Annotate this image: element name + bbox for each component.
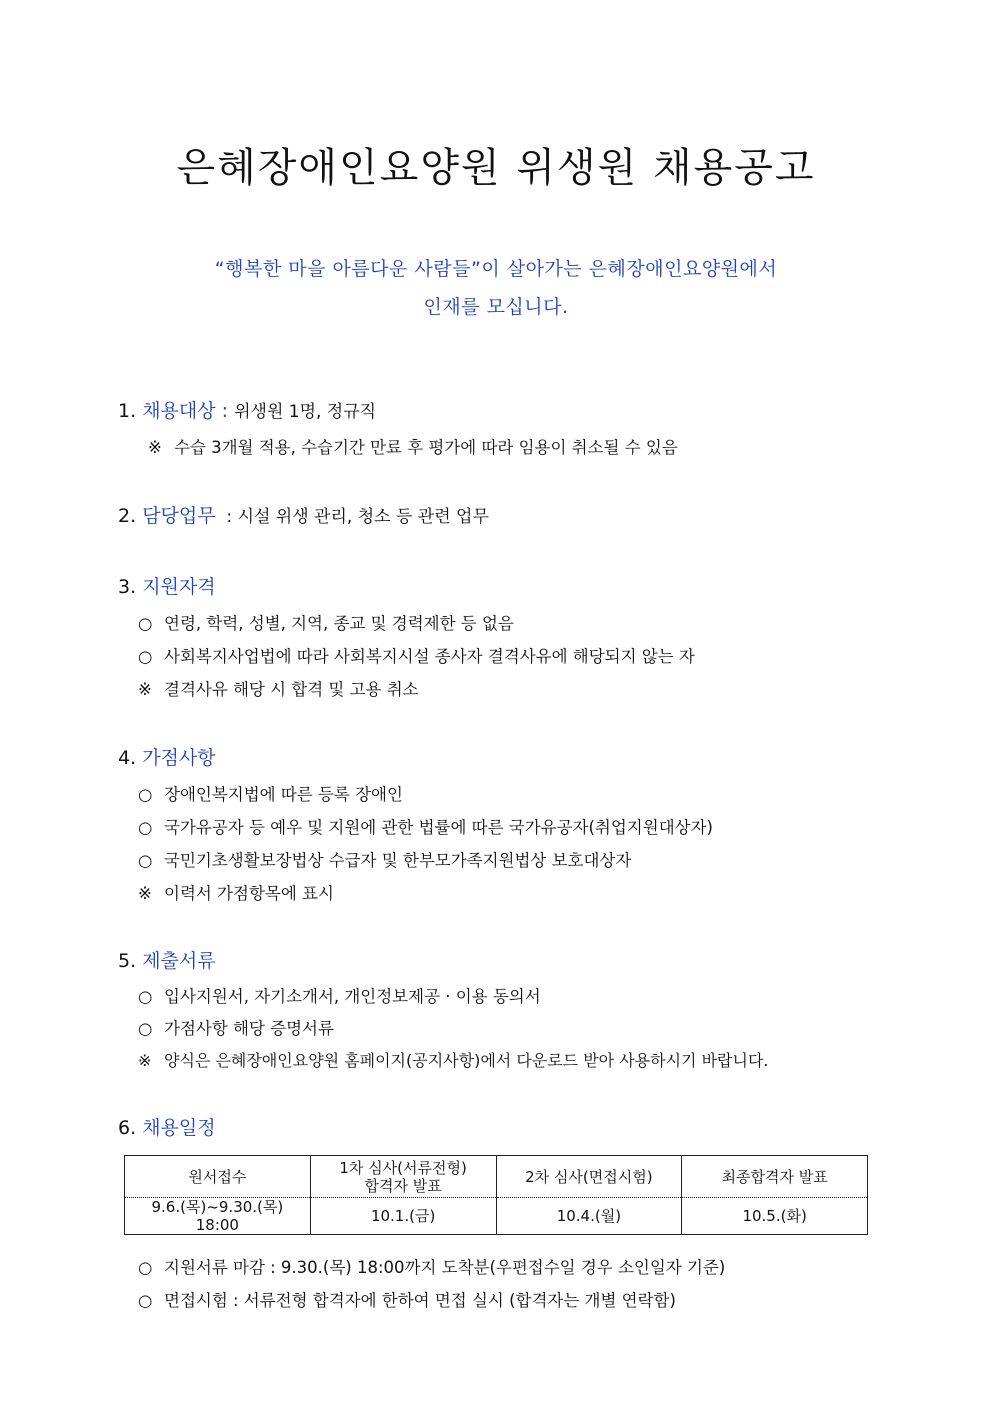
section-label: 지원자격 bbox=[142, 576, 216, 598]
list-item-text: 결격사유 해당 시 합격 및 고용 취소 bbox=[164, 680, 419, 699]
section-1-heading bbox=[118, 396, 376, 423]
section-number: 2. bbox=[118, 505, 137, 527]
header-text: 합격자 발표 bbox=[364, 1176, 442, 1195]
list-item bbox=[138, 643, 695, 667]
circle-bullet-icon: ○ bbox=[138, 647, 153, 666]
section-label: 채용일정 bbox=[142, 1117, 216, 1139]
list-item-text: 장애인복지법에 따른 등록 장애인 bbox=[164, 785, 403, 804]
section-description: 위생원 1명, 정규직 bbox=[234, 402, 377, 422]
table-cell: 10.1.(금) bbox=[310, 1198, 496, 1235]
section-number: 6. bbox=[118, 1117, 137, 1139]
list-item bbox=[138, 781, 403, 805]
section-5-heading bbox=[118, 946, 216, 973]
circle-bullet-icon: ○ bbox=[138, 851, 153, 870]
document-title: 은혜장애인요양원 위생원 채용공고 bbox=[176, 145, 816, 191]
list-item bbox=[138, 610, 514, 634]
section-separator: : bbox=[215, 507, 238, 527]
section-number: 5. bbox=[118, 950, 137, 972]
header-text: 1차 심사(서류전형) bbox=[339, 1158, 467, 1177]
list-item-text: 면접시험 : 서류전형 합격자에 한하여 면접 실시 (합격자는 개별 연락함) bbox=[164, 1291, 676, 1310]
table-cell: 10.4.(월) bbox=[496, 1198, 682, 1235]
table-cell: 10.5.(화) bbox=[682, 1198, 868, 1235]
table-header-cell bbox=[310, 1156, 496, 1198]
list-item-text: 이력서 가점항목에 표시 bbox=[164, 884, 334, 903]
list-item bbox=[138, 847, 631, 871]
list-item bbox=[138, 1015, 334, 1039]
section-label: 가점사항 bbox=[142, 747, 216, 769]
list-item bbox=[138, 983, 541, 1007]
subtitle-line-1: “행복한 마을 아름다운 사람들”이 살아가는 은혜장애인요양원에서 bbox=[214, 258, 778, 280]
list-item bbox=[138, 880, 334, 904]
section-number: 3. bbox=[118, 576, 137, 598]
table-row bbox=[125, 1198, 868, 1235]
header-text: 최종합격자 발표 bbox=[721, 1167, 828, 1186]
section-3-heading bbox=[118, 572, 216, 599]
schedule-table bbox=[124, 1155, 868, 1235]
list-item-text: 입사지원서, 자기소개서, 개인정보제공 · 이용 동의서 bbox=[164, 987, 541, 1006]
circle-bullet-icon: ○ bbox=[138, 1258, 153, 1277]
circle-bullet-icon: ○ bbox=[138, 785, 153, 804]
section-2-heading bbox=[118, 501, 489, 528]
list-item-text: 양식은 은혜장애인요양원 홈페이지(공지사항)에서 다운로드 받아 사용하시기 바랍니다. bbox=[164, 1051, 769, 1070]
reference-mark-icon: ※ bbox=[138, 884, 152, 903]
circle-bullet-icon: ○ bbox=[138, 614, 153, 633]
section-label: 제출서류 bbox=[142, 950, 216, 972]
table-header-cell bbox=[682, 1156, 868, 1198]
section-6-heading bbox=[118, 1113, 216, 1140]
header-text: 원서접수 bbox=[188, 1167, 247, 1186]
section-number: 1. bbox=[118, 400, 137, 422]
list-item-text: 지원서류 마감 : 9.30.(목) 18:00까지 도착분(우편접수일 경우 소인일자 기준) bbox=[164, 1258, 726, 1277]
table-cell: 9.6.(목)~9.30.(목) 18:00 bbox=[125, 1198, 311, 1235]
list-item bbox=[138, 676, 419, 700]
table-header-cell bbox=[496, 1156, 682, 1198]
list-item bbox=[138, 1254, 725, 1278]
table-header-row bbox=[125, 1156, 868, 1198]
circle-bullet-icon: ○ bbox=[138, 987, 153, 1006]
circle-bullet-icon: ○ bbox=[138, 1019, 153, 1038]
list-item-text: 국가유공자 등 예우 및 지원에 관한 법률에 따른 국가유공자(취업지원대상자) bbox=[164, 818, 713, 837]
list-item-text: 가점사항 해당 증명서류 bbox=[164, 1019, 334, 1038]
section-description: 시설 위생 관리, 청소 등 관련 업무 bbox=[237, 507, 489, 527]
list-item-text: 연령, 학력, 성별, 지역, 종교 및 경력제한 등 없음 bbox=[164, 614, 514, 633]
list-item-text: 사회복지사업법에 따라 사회복지시설 종사자 결격사유에 해당되지 않는 자 bbox=[164, 647, 695, 666]
section-1-note bbox=[148, 434, 678, 458]
list-item bbox=[138, 1287, 676, 1311]
list-item bbox=[138, 1048, 769, 1071]
note-text: 수습 3개월 적용, 수습기간 만료 후 평가에 따라 임용이 취소될 수 있음 bbox=[174, 438, 678, 457]
subtitle-line-2: 인재를 모십니다. bbox=[423, 296, 569, 318]
list-item-text: 국민기초생활보장법상 수급자 및 한부모가족지원법상 보호대상자 bbox=[164, 851, 632, 870]
circle-bullet-icon: ○ bbox=[138, 818, 153, 837]
section-4-heading bbox=[118, 743, 216, 770]
header-text: 2차 심사(면접시험) bbox=[525, 1167, 653, 1186]
list-item bbox=[138, 814, 713, 838]
section-number: 4. bbox=[118, 747, 137, 769]
table-header-cell bbox=[125, 1156, 311, 1198]
section-separator: : bbox=[215, 400, 235, 422]
circle-bullet-icon: ○ bbox=[138, 1291, 153, 1310]
reference-mark-icon: ※ bbox=[148, 438, 162, 457]
section-label: 담당업무 bbox=[142, 505, 216, 527]
reference-mark-icon: ※ bbox=[138, 680, 152, 699]
reference-mark-icon: ※ bbox=[138, 1051, 152, 1070]
section-label: 채용대상 bbox=[142, 400, 216, 422]
